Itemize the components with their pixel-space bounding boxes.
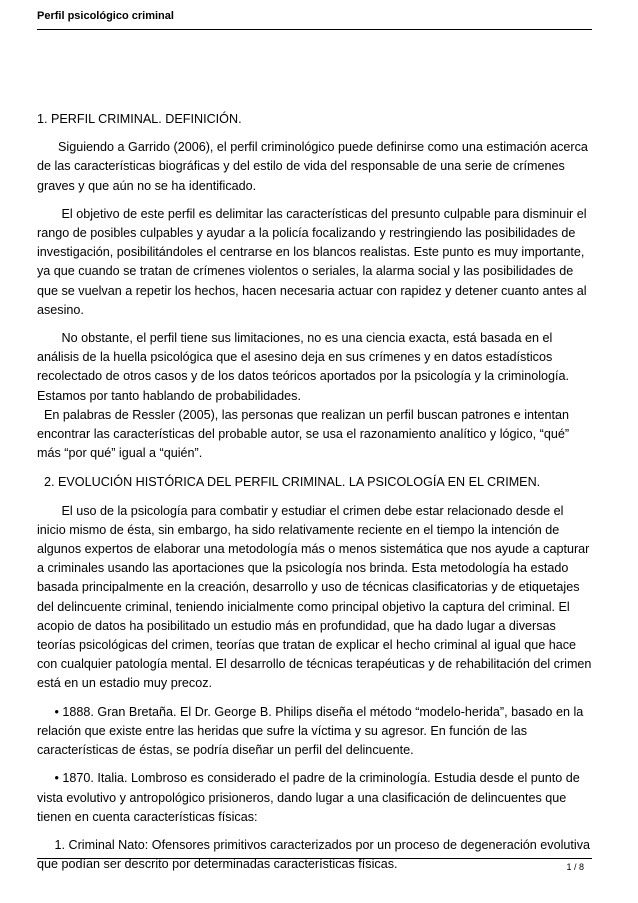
paragraph-ressler: En palabras de Ressler (2005), las personas que realizan un perfil buscan patrones e intentan encontrar las características del probable autor, se usa el razonamiento analítico y lógico, “qué” más “por qué” igual a “quién”.	[37, 407, 573, 461]
paragraph-evolution: El uso de la psicología para combatir y estudiar el crimen debe estar relacionado desde el inicio mismo de ésta, sin embargo, ha sido relativamente reciente en el tiempo la intención de algunos expertos de elaborar una metodología más o menos sistemática que nos ayude a capturar a criminales usando las aportaciones que la psicología nos brinda. Esta metodología ha estado basada principalmente en la creación, desarrollo y uso de técnicas clasificatorias y de etiquetajes del delincuente criminal, teniendo inicialmente como principal objetivo la captura del criminal. El acopio de datos ha posibilitado un estudio más en profundidad, que ha dado lugar a diversas teorías psicológicas del crimen, teorías que tratan de explicar el hecho criminal al igual que hace con cualquier patología mental. El desarrollo de técnicas terapéuticas y de rehabilitación del crimen está en un estadio muy precoz.	[37, 503, 595, 691]
document-title: Perfil psicológico criminal	[37, 10, 174, 22]
paragraph-definition: Siguiendo a Garrido (2006), el perfil criminológico puede definirse como una estimación acerca de las características biográficas y del estilo de vida del responsable de una serie de crímenes graves y que aún no se ha identificado.	[37, 140, 592, 193]
list-item-criminal-nato: 1. Criminal Nato: Ofensores primitivos caracterizados por un proceso de degeneración evolutiva que podían ser descrito por determinadas características físicas.	[37, 837, 594, 872]
page-number: 1 / 8	[566, 862, 584, 872]
footer-divider	[37, 858, 592, 859]
bullet-item-1870: • 1870. Italia. Lombroso es considerado el padre de la criminología. Estudia desde el punto de vista evolutivo y antropológico prisioneros, dando lugar a una clasificación de delincuentes que tienen en cuenta características físicas:	[37, 771, 584, 824]
section-heading-2: 2. EVOLUCIÓN HISTÓRICA DEL PERFIL CRIMINAL. LA PSICOLOGÍA EN EL CRIMEN.	[37, 475, 541, 490]
paragraph-objective: El objetivo de este perfil es delimitar las características del presunto culpable para disminuir el rango de posibles culpables y ayudar a la policía focalizando y restringiendo las posibilidades de investigación, posibilitándoles el centrarse en los blancos realistas. Este punto es muy importante, ya que cuando se tratan de crímenes violentos o seriales, la alarma social y las posibilidades de que se vuelvan a repetir los hechos, hacen necesaria actuar con rapidez y detener cuanto antes al asesino.	[37, 206, 591, 317]
header-divider	[37, 29, 592, 30]
bullet-item-1888: • 1888. Gran Bretaña. El Dr. George B. Philips diseña el método “modelo-herida”, basado en la relación que existe entre las heridas que sufre la víctima y su agresor. En función de las características de éstas, se podría diseñar un perfil del delincuente.	[37, 704, 587, 758]
section-heading-1: 1. PERFIL CRIMINAL. DEFINICIÓN.	[37, 112, 242, 126]
document-body	[37, 110, 595, 874]
paragraph-limitations: No obstante, el perfil tiene sus limitaciones, no es una ciencia exacta, está basada en el análisis de la huella psicológica que el asesino deja en sus crímenes y en datos estadísticos recolectado de otros casos y de los datos teóricos aportados por la psicología y la criminología. Estamos por tanto hablando de probabilidades.	[37, 331, 573, 403]
